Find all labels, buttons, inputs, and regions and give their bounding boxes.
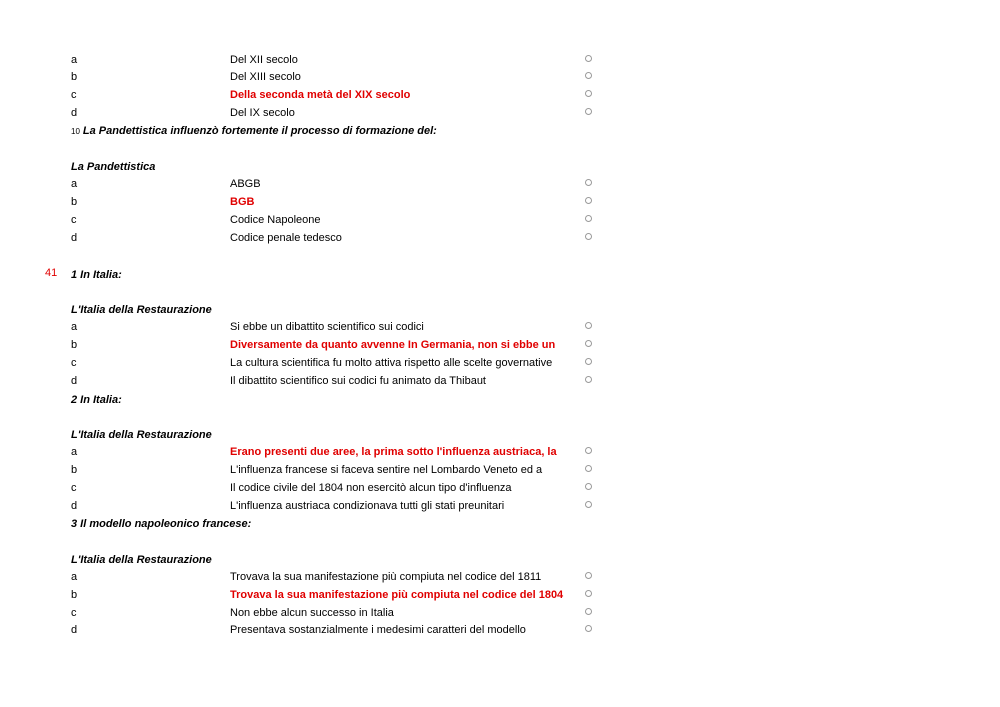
answer-row — [0, 193, 1000, 211]
correct-answer-text: Trovava la sua manifestazione più compiuta nel codice del 1804 — [230, 589, 564, 601]
answer-text: La cultura scientifica fu molto attiva rispetto alle scelte governative — [230, 357, 553, 369]
answer-row — [0, 175, 1000, 193]
question-title — [71, 123, 437, 140]
answer-row — [0, 621, 1000, 639]
answer-row — [0, 229, 1000, 247]
answer-letter: b — [71, 196, 78, 208]
answer-radio[interactable] — [585, 233, 592, 240]
question-topic: L'Italia della Restaurazione — [71, 429, 212, 441]
answer-letter: a — [71, 571, 78, 583]
answer-radio[interactable] — [585, 340, 592, 347]
answer-row — [0, 68, 1000, 86]
answer-radio[interactable] — [585, 72, 592, 79]
answer-row — [0, 318, 1000, 336]
answer-text: Del XIII secolo — [230, 71, 301, 83]
answer-letter: c — [71, 89, 77, 101]
correct-answer-text: BGB — [230, 196, 255, 208]
question-title: 3 Il modello napoleonico francese: — [71, 518, 252, 530]
answer-text: Il dibattito scientifico sui codici fu animato da Thibaut — [230, 375, 486, 387]
answer-text: Presentava sostanzialmente i medesimi caratteri del modello — [230, 624, 526, 636]
answer-radio[interactable] — [585, 322, 592, 329]
answer-letter: b — [71, 71, 78, 83]
answer-text: Del XII secolo — [230, 54, 298, 66]
question-number: 10 — [71, 127, 80, 136]
answer-letter: c — [71, 214, 77, 226]
answer-letter: b — [71, 339, 78, 351]
answer-letter: a — [71, 54, 78, 66]
answer-letter: d — [71, 500, 78, 512]
answer-radio[interactable] — [585, 465, 592, 472]
answer-row — [0, 51, 1000, 69]
answer-text: Trovava la sua manifestazione più compiuta nel codice del 1811 — [230, 571, 542, 583]
answer-row — [0, 443, 1000, 461]
section-number: 41 — [45, 267, 58, 279]
answer-letter: a — [71, 178, 78, 190]
answer-row — [0, 372, 1000, 390]
answer-row — [0, 211, 1000, 229]
question-topic: L'Italia della Restaurazione — [71, 304, 212, 316]
answer-radio[interactable] — [585, 590, 592, 597]
answer-text: L'influenza francese si faceva sentire nel Lombardo Veneto ed a — [230, 464, 543, 476]
answer-radio[interactable] — [585, 197, 592, 204]
question-topic: L'Italia della Restaurazione — [71, 554, 212, 566]
answer-text: Il codice civile del 1804 non esercitò alcun tipo d'influenza — [230, 482, 512, 494]
answer-letter: c — [71, 482, 77, 494]
answer-text: Non ebbe alcun successo in Italia — [230, 607, 394, 619]
answer-radio[interactable] — [585, 608, 592, 615]
correct-answer-text: Diversamente da quanto avvenne In Germania, non si ebbe un — [230, 339, 556, 351]
answer-row — [0, 336, 1000, 354]
answer-row — [0, 86, 1000, 104]
answer-row — [0, 568, 1000, 586]
question-text: La Pandettistica influenzò fortemente il processo di formazione del: — [82, 125, 437, 137]
answer-letter: a — [71, 321, 78, 333]
answer-radio[interactable] — [585, 572, 592, 579]
answer-letter: d — [71, 624, 78, 636]
question-title: 1 In Italia: — [71, 269, 122, 281]
correct-answer-text: Erano presenti due aree, la prima sotto l'influenza austriaca, la — [230, 446, 557, 458]
answer-row — [0, 461, 1000, 479]
answer-letter: d — [71, 232, 78, 244]
answer-text: Codice Napoleone — [230, 214, 321, 226]
answer-row — [0, 497, 1000, 515]
question-topic: La Pandettistica — [71, 161, 156, 173]
answer-radio[interactable] — [585, 447, 592, 454]
answer-text: Del IX secolo — [230, 107, 295, 119]
answer-letter: b — [71, 589, 78, 601]
answer-text: L'influenza austriaca condizionava tutti gli stati preunitari — [230, 500, 505, 512]
answer-radio[interactable] — [585, 376, 592, 383]
answer-letter: b — [71, 464, 78, 476]
answer-text: Codice penale tedesco — [230, 232, 342, 244]
answer-letter: c — [71, 607, 77, 619]
answer-row — [0, 479, 1000, 497]
answer-row — [0, 604, 1000, 622]
answer-radio[interactable] — [585, 90, 592, 97]
correct-answer-text: Della seconda metà del XIX secolo — [230, 89, 411, 101]
answer-row — [0, 104, 1000, 122]
answer-text: Si ebbe un dibattito scientifico sui codici — [230, 321, 424, 333]
answer-text: ABGB — [230, 178, 261, 190]
answer-letter: a — [71, 446, 78, 458]
answer-radio[interactable] — [585, 55, 592, 62]
answer-row — [0, 354, 1000, 372]
answer-row — [0, 586, 1000, 604]
answer-letter: c — [71, 357, 77, 369]
answer-radio[interactable] — [585, 179, 592, 186]
answer-radio[interactable] — [585, 501, 592, 508]
question-title: 2 In Italia: — [71, 394, 122, 406]
answer-radio[interactable] — [585, 358, 592, 365]
answer-radio[interactable] — [585, 483, 592, 490]
answer-letter: d — [71, 375, 78, 387]
answer-radio[interactable] — [585, 108, 592, 115]
answer-radio[interactable] — [585, 625, 592, 632]
answer-radio[interactable] — [585, 215, 592, 222]
answer-letter: d — [71, 107, 78, 119]
